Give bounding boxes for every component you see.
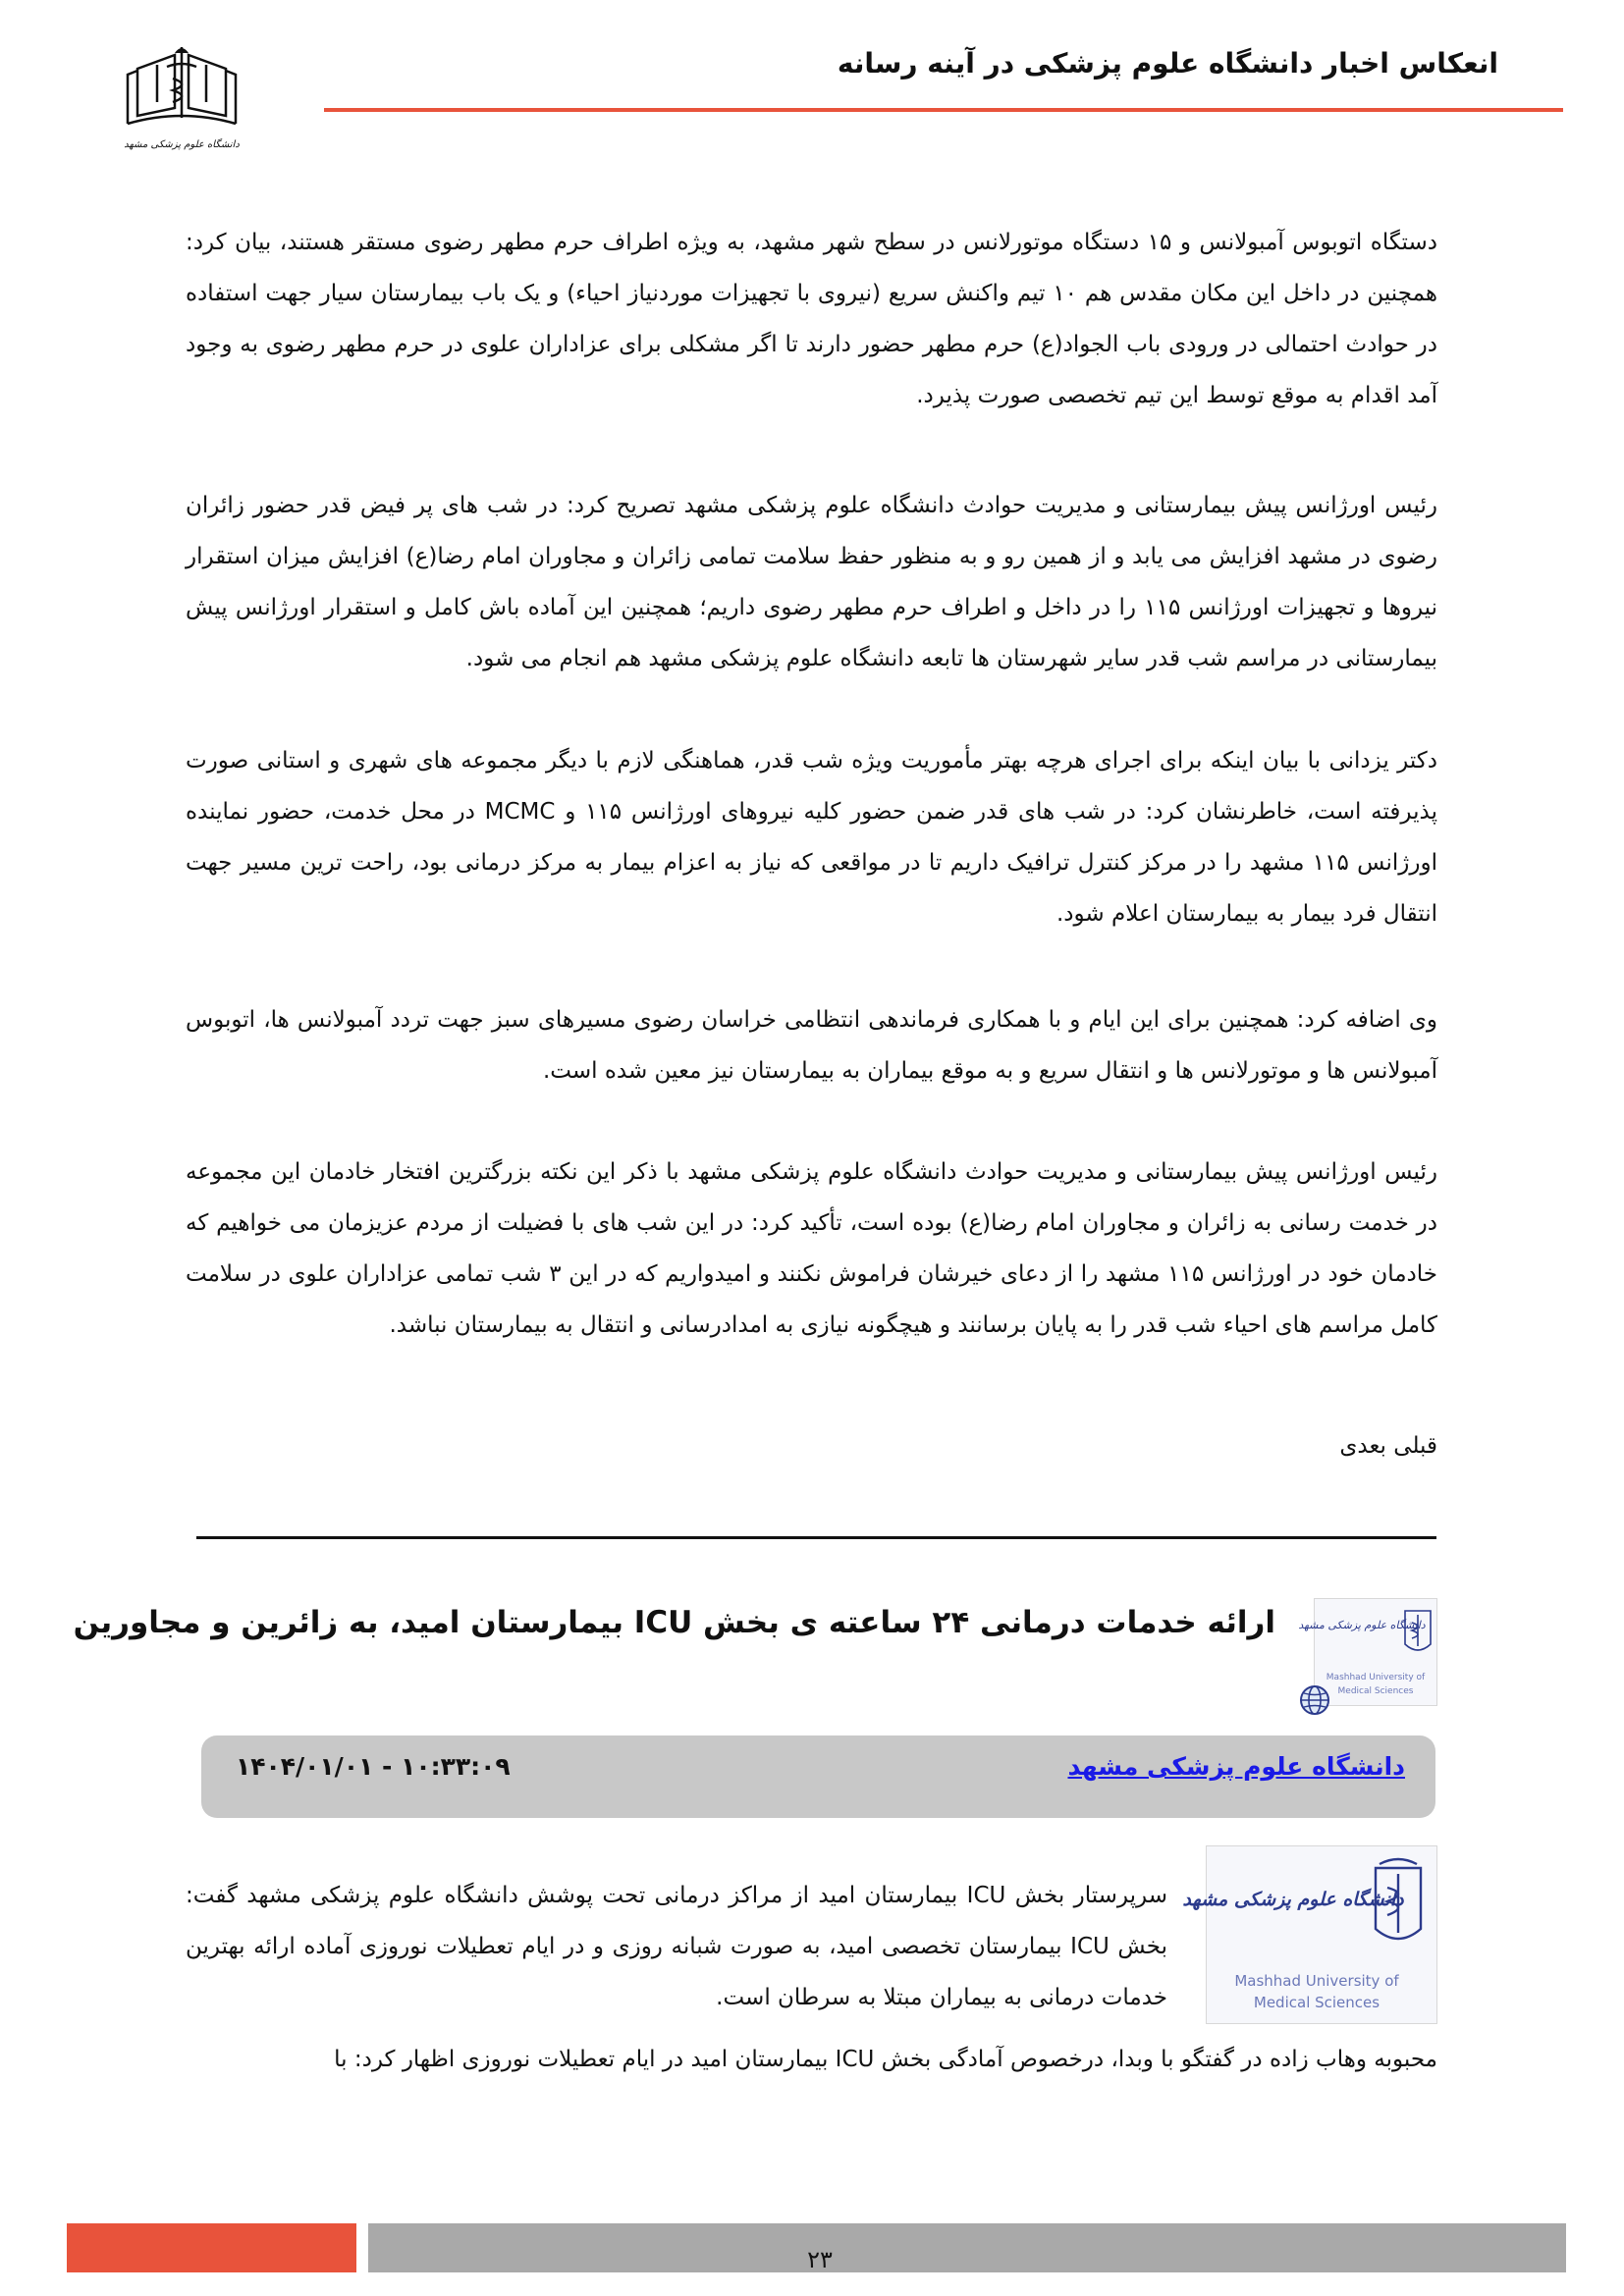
- page-number: ۲۳: [807, 2246, 833, 2273]
- svg-text:دانشگاه علوم پزشکی مشهد: دانشگاه علوم پزشکی مشهد: [1298, 1619, 1426, 1631]
- footer-bar: [368, 2223, 1566, 2272]
- prev-next-links[interactable]: قبلی بعدی: [1339, 1433, 1437, 1459]
- article-paragraph: رئیس اورژانس پیش بیمارستانی و مدیریت حوادث دانشگاه علوم پزشکی مشهد با ذکر این نکته بزرگترین افتخار خادمان این مجموعه در خدمت رسانی به زائران و مجاوران امام رضا(ع) بوده است، تأکید کرد: در این شب های با فضیلت از مردم عزیزمان می خواهیم که خادمان خود در اورژانس ۱۱۵ مشهد را از دعای خیرشان فراموش نکنند و امیدواریم که در این ۳ شب تمامی عزاداران علوی در سلامت کامل مراسم های احیاء شب قدر را به پایان برسانند و هیچگونه نیازی به امدادرسانی و انتقال به بیمارستان نباشد.: [186, 1159, 1438, 1338]
- header-rule: [324, 108, 1563, 112]
- article-paragraph: وی اضافه کرد: همچنین برای این ایام و با همکاری فرماندهی انتظامی خراسان رضوی مسیرهای سبز جهت تردد آمبولانس ها، اتوبوس آمبولانس ها و موتورلانس ها و انتقال سریع و به موقع بیماران به بیمارستان نیز معین شده است.: [186, 1007, 1437, 1084]
- news-thumbnail-small: [1298, 1598, 1437, 1706]
- news-source-link[interactable]: دانشگاه علوم پزشکی مشهد: [1067, 1752, 1405, 1781]
- globe-icon[interactable]: [1298, 1683, 1331, 1717]
- svg-text:Mashhad University of: Mashhad University of: [1326, 1673, 1426, 1682]
- article-paragraph: دستگاه اتوبوس آمبولانس و ۱۵ دستگاه موتورلانس در سطح شهر مشهد، به ویژه اطراف حرم مطهر رضوی مستقر هستند، بیان کرد: همچنین در داخل این مکان مقدس هم ۱۰ تیم واکنش سریع (نیروی با تجهیزات موردنیاز احیاء) و یک باب بیمارستان سیار جهت استفاده در حوادث احتمالی در ورودی باب الجواد(ع) حرم مطهر حضور دارند تا اگر مشکلی برای عزاداران علوی در حرم مطهر رضوی به وجود آمد اقدام به موقع توسط این تیم تخصصی صورت پذیرد.: [186, 230, 1437, 408]
- svg-text:دانشگاه علوم پزشکی مشهد: دانشگاه علوم پزشکی مشهد: [124, 139, 240, 150]
- svg-text:Mashhad University of: Mashhad University of: [1234, 1972, 1399, 1990]
- svg-text:Medical Sciences: Medical Sciences: [1337, 1686, 1414, 1696]
- university-logo: [118, 39, 245, 165]
- section-divider: [196, 1536, 1436, 1539]
- news-thumbnail-large: [1182, 1845, 1437, 2024]
- news-title[interactable]: ارائه خدمات درمانی ۲۴ ساعته ی بخش ICU بیمارستان امید، به زائرین و مجاورین: [73, 1605, 1275, 1640]
- article-paragraph: رئیس اورژانس پیش بیمارستانی و مدیریت حوادث دانشگاه علوم پزشکی مشهد تصریح کرد: در شب های پر فیض قدر حضور زائران رضوی در مشهد افزایش می یابد و از همین رو و به منظور حفظ سلامت تمامی زائران و مجاوران امام رضا(ع) افزایش میزان استقرار نیروها و تجهیزات اورژانس ۱۱۵ را در داخل و اطراف حرم مطهر رضوی داریم؛ همچنین این آماده باش کامل و استقرار اورژانس پیش بیمارستانی در مراسم شب قدر سایر شهرستان ها تابعه دانشگاه علوم پزشکی مشهد هم انجام می شود.: [186, 493, 1437, 671]
- news-datetime: ۱۴۰۴/۰۱/۰۱ - ۱۰:۳۳:۰۹: [236, 1752, 511, 1781]
- svg-text:Medical Sciences: Medical Sciences: [1253, 1994, 1380, 2011]
- svg-text:دانشگاه علوم پزشکی مشهد: دانشگاه علوم پزشکی مشهد: [1182, 1889, 1404, 1910]
- news-continuation-text: محبوبه وهاب زاده در گفتگو با وبدا، درخصوص آمادگی بخش ICU بیمارستان امید در ایام تعطیلات نوروزی اظهار کرد: با: [334, 2047, 1437, 2072]
- footer-accent-bar: [67, 2223, 356, 2272]
- page-header-title: انعکاس اخبار دانشگاه علوم پزشکی در آینه رسانه: [837, 47, 1498, 80]
- news-lead-paragraph: سرپرستار بخش ICU بیمارستان امید از مراکز درمانی تحت پوشش دانشگاه علوم پزشکی مشهد گفت: بخش ICU بیمارستان تخصصی امید، به صورت شبانه روزی و در ایام تعطیلات نوروزی آماده ارائه بهترین خدمات درمانی به بیماران مبتلا به سرطان است.: [186, 1883, 1167, 2010]
- article-paragraph: دکتر یزدانی با بیان اینکه برای اجرای هرچه بهتر مأموریت ویژه شب قدر، هماهنگی لازم با دیگر مجموعه های شهری و استانی صورت پذیرفته است، خاطرنشان کرد: در شب های قدر ضمن حضور کلیه نیروهای اورژانس ۱۱۵ و MCMC در محل خدمت، حضور نماینده اورژانس ۱۱۵ مشهد را در مرکز کنترل ترافیک داریم تا در مواقعی که نیاز به اعزام بیمار به مرکز درمانی بود، راحت ترین مسیر جهت انتقال فرد بیمار به بیمارستان اعلام شود.: [186, 748, 1438, 927]
